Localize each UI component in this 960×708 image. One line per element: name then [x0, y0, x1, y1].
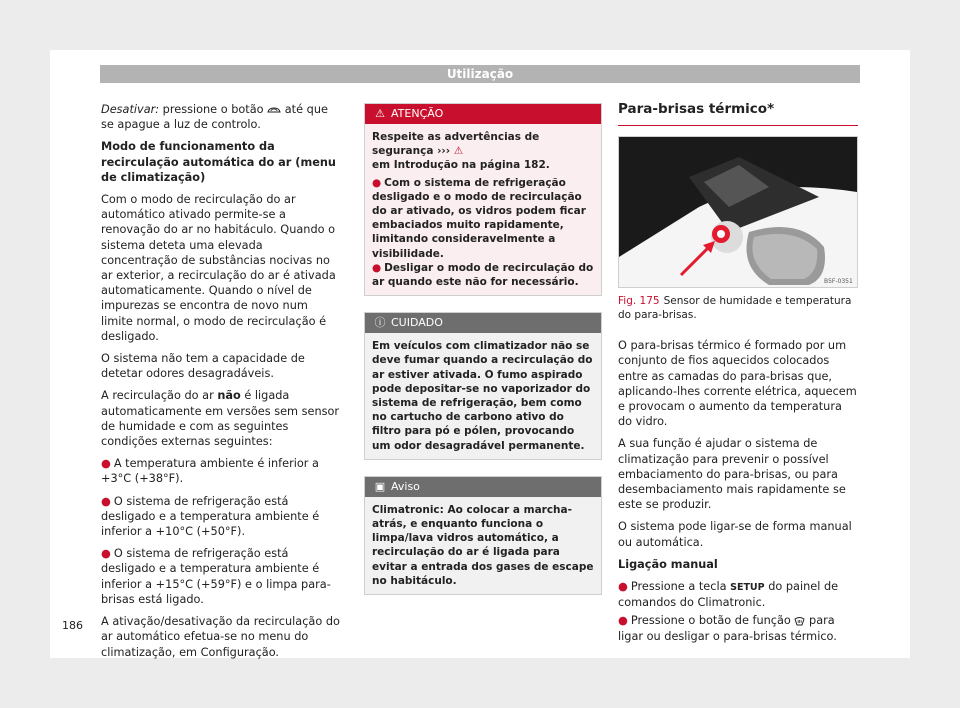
- figure-caption: [618, 294, 858, 322]
- header-title: Utilização: [446, 67, 514, 81]
- windshield-paragraph-1: O para-brisas térmico é formado por um conjunto de fios aquecidos colocados entre as camadas do para-brisas que, aplicando-lhes corrente elétrica, aquecem e provocam o aumento da temperatura do vidro.: [618, 339, 857, 429]
- bullet-text: Pressione o botão de função: [630, 614, 795, 628]
- caution-title: CUIDADO: [391, 316, 443, 330]
- sensor-illustration: [619, 137, 857, 287]
- caution-title-bar: [365, 313, 601, 333]
- list-item: ● Pressione a tecla SETUP do painel de comandos do Climatronic.: [618, 580, 839, 610]
- page-number: 186: [62, 619, 83, 632]
- note-title: Aviso: [391, 479, 420, 493]
- note-icon: ▣: [374, 479, 386, 493]
- warning-intro-text: Respeite as advertências de segurança ›››: [372, 131, 540, 158]
- warning-box: [364, 103, 602, 296]
- warning-bullet-text: Com o sistema de refrigeração desligado e o modo de recirculação do ar ativado, os vidros podem ficar embaciados muito rapidamente, limitando consideravelmente a visibilidade.: [372, 176, 586, 260]
- conditions-paragraph: [101, 388, 341, 449]
- bullet-text: Pressione a tecla: [630, 580, 731, 594]
- warning-triangle-icon: ⚠: [375, 107, 385, 120]
- setup-key: SETUP: [730, 582, 765, 594]
- warning-intro: [372, 130, 594, 158]
- warning-title: ATENÇÃO: [391, 107, 444, 120]
- car-recirculation-icon: [267, 106, 281, 114]
- bullet-text: para ligar ou desligar o para-brisas térmico.: [618, 614, 837, 643]
- windshield-paragraph-3: O sistema pode ligar-se de forma manual ou automática.: [618, 520, 852, 549]
- config-paragraph: A ativação/desativação da recirculação do ar automático efetua-se no menu do climatização, em Configuração.: [101, 615, 340, 659]
- warning-title-bar: [365, 104, 601, 124]
- deactivate-text: pressione o botão: [159, 103, 268, 116]
- bullet-text: A temperatura ambiente é inferior a +3°C (+38°F).: [101, 457, 319, 486]
- deactivate-label: Desativar:: [101, 103, 160, 116]
- note-box: [364, 476, 602, 595]
- list-item: ● Pressione o botão de função para ligar ou desligar o para-brisas térmico.: [618, 614, 837, 643]
- warning-triangle-icon: ⚠: [453, 145, 464, 158]
- caution-body: Em veículos com climatizador não se deve fumar quando a recirculação do ar estiver ativada. O fumo aspirado pode depositar-se no vaporizador do sistema de refrigeração, bem como no cartucho de carbono ativo do filtro para pó e pólen, provocando um odor desagradável permanente.: [365, 333, 601, 459]
- caution-box: [364, 312, 602, 460]
- note-body: Climatronic: Ao colocar a marcha-atrás, e enquanto funciona o limpa/lava vidros automático, a recirculação do ar é ligada para evitar a entrada dos gases de escape no habitáculo.: [365, 497, 601, 594]
- deactivate-tail: até que se apague a luz de controlo.: [101, 103, 328, 132]
- warning-intro-page: em Introdução na página 182.: [372, 159, 550, 172]
- list-item: ● Com o sistema de refrigeração desligado e o modo de recirculação do ar ativado, os vidros podem ficar embaciados muito rapidamente, limitando consideravelmente a visibilidade.: [372, 176, 586, 260]
- section-title: Para-brisas térmico*: [618, 102, 858, 126]
- bullet-text: do painel de comandos do Climatronic.: [618, 580, 839, 610]
- conditions-not: não: [217, 389, 241, 403]
- recirc-heading: Modo de funcionamento da recirculação automática do ar (menu de climatização): [101, 140, 336, 184]
- list-item: ● A temperatura ambiente é inferior a +3°C (+38°F).: [101, 457, 319, 486]
- figure-code: B5F-0351: [824, 278, 853, 286]
- manual-heading: Ligação manual: [618, 557, 718, 571]
- figure-number: Fig. 175: [618, 295, 660, 308]
- list-item: ● O sistema de refrigeração está desligado e a temperatura ambiente é inferior a +10°C (+50°F).: [101, 494, 320, 539]
- deactivate-paragraph: [101, 102, 341, 132]
- conditions-a: A recirculação do ar: [101, 389, 218, 403]
- windshield-paragraph-2: A sua função é ajudar o sistema de climatização para prevenir o possível embaciamento do para-brisas, ou para desembaciamento mais rapidamente se este se produzir.: [618, 437, 846, 512]
- heated-windshield-icon: [794, 616, 805, 626]
- odor-paragraph: O sistema não tem a capacidade de detetar odores desagradáveis.: [101, 352, 305, 381]
- column-3: [618, 102, 858, 651]
- figure-sensor: [618, 136, 858, 288]
- conditions-c: é ligada automaticamente em versões sem sensor de humidade e com as seguintes condições externas seguintes:: [101, 389, 340, 449]
- column-2: [364, 103, 602, 611]
- warning-body: [365, 124, 601, 295]
- list-item: ● Desligar o modo de recirculação do ar quando este não for necessário.: [372, 261, 594, 289]
- info-circle-icon: ⓘ: [374, 316, 386, 330]
- bullet-text: O sistema de refrigeração está desligado e a temperatura ambiente é inferior a +10°C (+50°F).: [101, 494, 320, 539]
- page-header: [100, 65, 860, 83]
- list-item: ● O sistema de refrigeração está desligado e a temperatura ambiente é inferior a +15°C (+59°F) e o limpa para-brisas está ligado.: [101, 547, 331, 606]
- figure-caption-text: Sensor de humidade e temperatura do para-brisas.: [618, 295, 852, 322]
- recirc-paragraph: Com o modo de recirculação do ar automático ativado permite-se a renovação do ar no habitáculo. Quando o sistema deteta uma elevada concentração de substâncias nocivas no ar exterior, a recirculação do ar é ativada automaticamente. Quando o nível de impurezas se encontra de novo num limite normal, o modo de recirculação é desligado.: [101, 193, 336, 343]
- warning-bullet-text: Desligar o modo de recirculação do ar quando este não for necessário.: [372, 261, 594, 289]
- column-1: [101, 102, 341, 667]
- bullet-text: O sistema de refrigeração está desligado e a temperatura ambiente é inferior a +15°C (+59°F) e o limpa para-brisas está ligado.: [101, 547, 331, 606]
- note-title-bar: [365, 477, 601, 497]
